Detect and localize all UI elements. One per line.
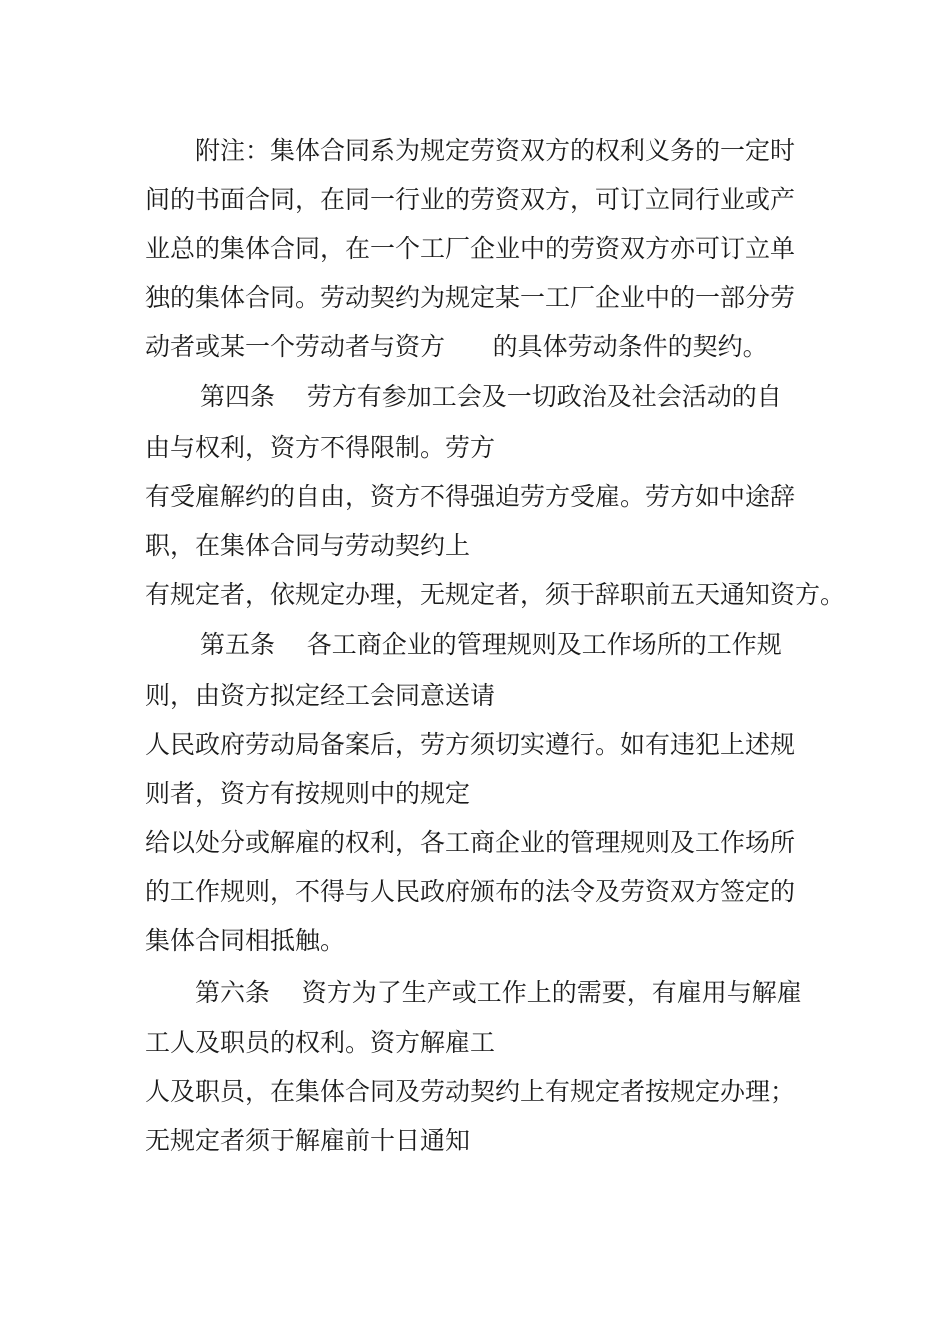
- article-heading-line: 第五条 各工商企业的管理规则及工作场所的工作规: [200, 630, 782, 659]
- paragraph-line: 人民政府劳动局备案后，劳方须切实遵行。如有违犯上述规: [145, 730, 796, 759]
- paragraph-line: 的工作规则，不得与人民政府颁布的法令及劳资双方签定的: [145, 877, 796, 906]
- paragraph-line: 附注：集体合同系为规定劳资双方的权利义务的一定时: [195, 136, 796, 165]
- paragraph-line: 工人及职员的权利。资方解雇工: [145, 1028, 496, 1057]
- paragraph-line: 无规定者须于解雇前十日通知: [145, 1126, 471, 1155]
- paragraph-line: 由与权利，资方不得限制。劳方: [145, 433, 496, 462]
- paragraph-line: 人及职员，在集体合同及劳动契约上有规定者按规定办理；: [145, 1077, 796, 1106]
- paragraph-line: 有受雇解约的自由，资方不得强迫劳方受雇。劳方如中途辞: [145, 482, 796, 511]
- paragraph-line: 给以处分或解雇的权利，各工商企业的管理规则及工作场所: [145, 828, 796, 857]
- paragraph-line: 有规定者，依规定办理，无规定者，须于辞职前五天通知资方。: [145, 580, 846, 609]
- paragraph-line: 集体合同相抵触。: [145, 926, 346, 955]
- article-heading-line: 第六条 资方为了生产或工作上的需要，有雇用与解雇: [195, 978, 802, 1007]
- paragraph-line: 动者或某一个劳动者与资方 的具体劳动条件的契约。: [145, 332, 768, 361]
- paragraph-line: 则者，资方有按规则中的规定: [145, 779, 471, 808]
- paragraph-line: 间的书面合同，在同一行业的劳资双方，可订立同行业或产: [145, 185, 796, 214]
- paragraph-line: 则，由资方拟定经工会同意送请: [145, 681, 496, 710]
- paragraph-line: 独的集体合同。劳动契约为规定某一工厂企业中的一部分劳: [145, 283, 796, 312]
- paragraph-line: 职，在集体合同与劳动契约上: [145, 531, 471, 560]
- article-heading-line: 第四条 劳方有参加工会及一切政治及社会活动的自: [200, 382, 782, 411]
- paragraph-line: 业总的集体合同，在一个工厂企业中的劳资双方亦可订立单: [145, 234, 796, 263]
